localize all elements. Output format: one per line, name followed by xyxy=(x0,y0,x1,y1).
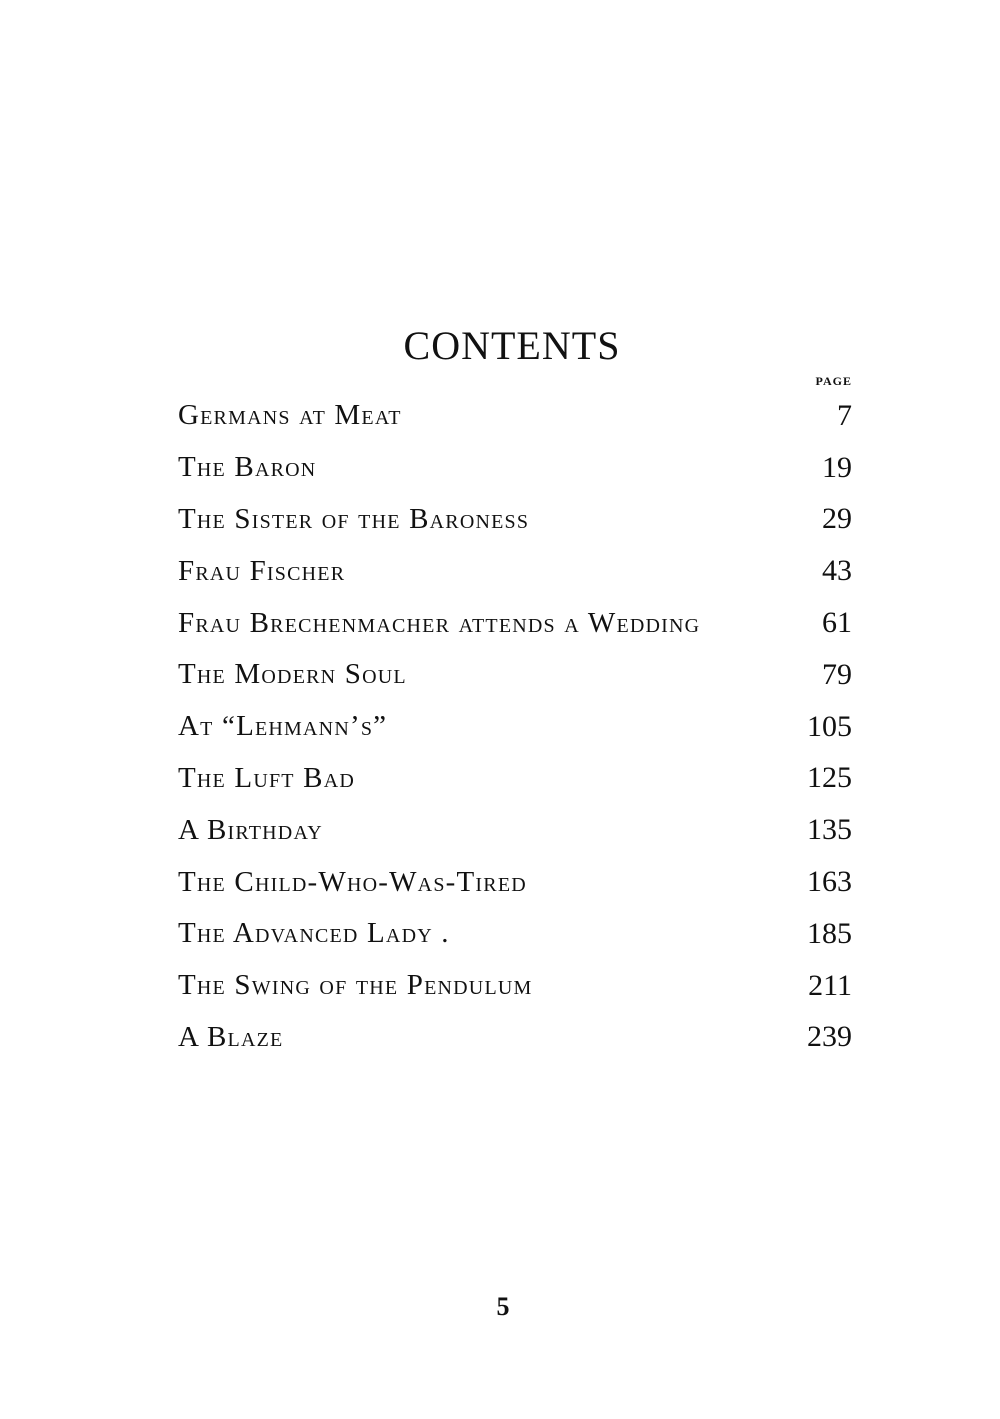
entry-title: The Baron xyxy=(178,451,317,484)
contents-entry xyxy=(178,856,852,908)
contents-entry xyxy=(178,701,852,753)
entry-title: Germans at Meat xyxy=(178,399,402,432)
entry-title: Frau Brechenmacher attends a Wedding xyxy=(178,606,701,639)
contents-entry xyxy=(178,753,852,805)
contents-list xyxy=(178,390,852,1063)
entry-page-number: 163 xyxy=(807,865,852,899)
entry-page-number: 135 xyxy=(807,813,852,847)
contents-entry xyxy=(178,494,852,546)
contents-entry xyxy=(178,908,852,960)
entry-page-number: 19 xyxy=(822,450,852,484)
entry-title: The Sister of the Baroness xyxy=(178,502,530,535)
entry-title: A Birthday xyxy=(178,813,323,846)
entry-title: The Child-Who-Was-Tired xyxy=(178,865,527,898)
entry-page-number: 61 xyxy=(822,606,852,640)
page-column-label: PAGE xyxy=(815,374,852,388)
contents-entry xyxy=(178,649,852,701)
page-title: CONTENTS xyxy=(403,323,621,368)
entry-title: The Advanced Lady . xyxy=(178,917,450,950)
entry-page-number: 125 xyxy=(807,761,852,795)
entry-page-number: 43 xyxy=(822,554,852,588)
contents-entry xyxy=(178,545,852,597)
entry-page-number: 7 xyxy=(837,398,852,432)
entry-page-number: 29 xyxy=(822,502,852,536)
contents-entry xyxy=(178,1012,852,1064)
contents-entry xyxy=(178,390,852,442)
entry-page-number: 185 xyxy=(807,916,852,950)
entry-page-number: 211 xyxy=(808,968,852,1002)
entry-page-number: 105 xyxy=(807,709,852,743)
entry-page-number: 79 xyxy=(822,657,852,691)
contents-entry xyxy=(178,597,852,649)
entry-title: Frau Fischer xyxy=(178,554,346,587)
entry-title: At “Lehmann’s” xyxy=(178,710,388,743)
contents-entry xyxy=(178,960,852,1012)
contents-entry xyxy=(178,804,852,856)
entry-title: The Luft Bad xyxy=(178,761,356,794)
folio-page-number: 5 xyxy=(496,1292,510,1321)
entry-page-number: 239 xyxy=(807,1020,852,1054)
contents-entry xyxy=(178,442,852,494)
entry-title: The Modern Soul xyxy=(178,658,407,691)
entry-title: The Swing of the Pendulum xyxy=(178,969,533,1002)
entry-title: A Blaze xyxy=(178,1020,284,1053)
